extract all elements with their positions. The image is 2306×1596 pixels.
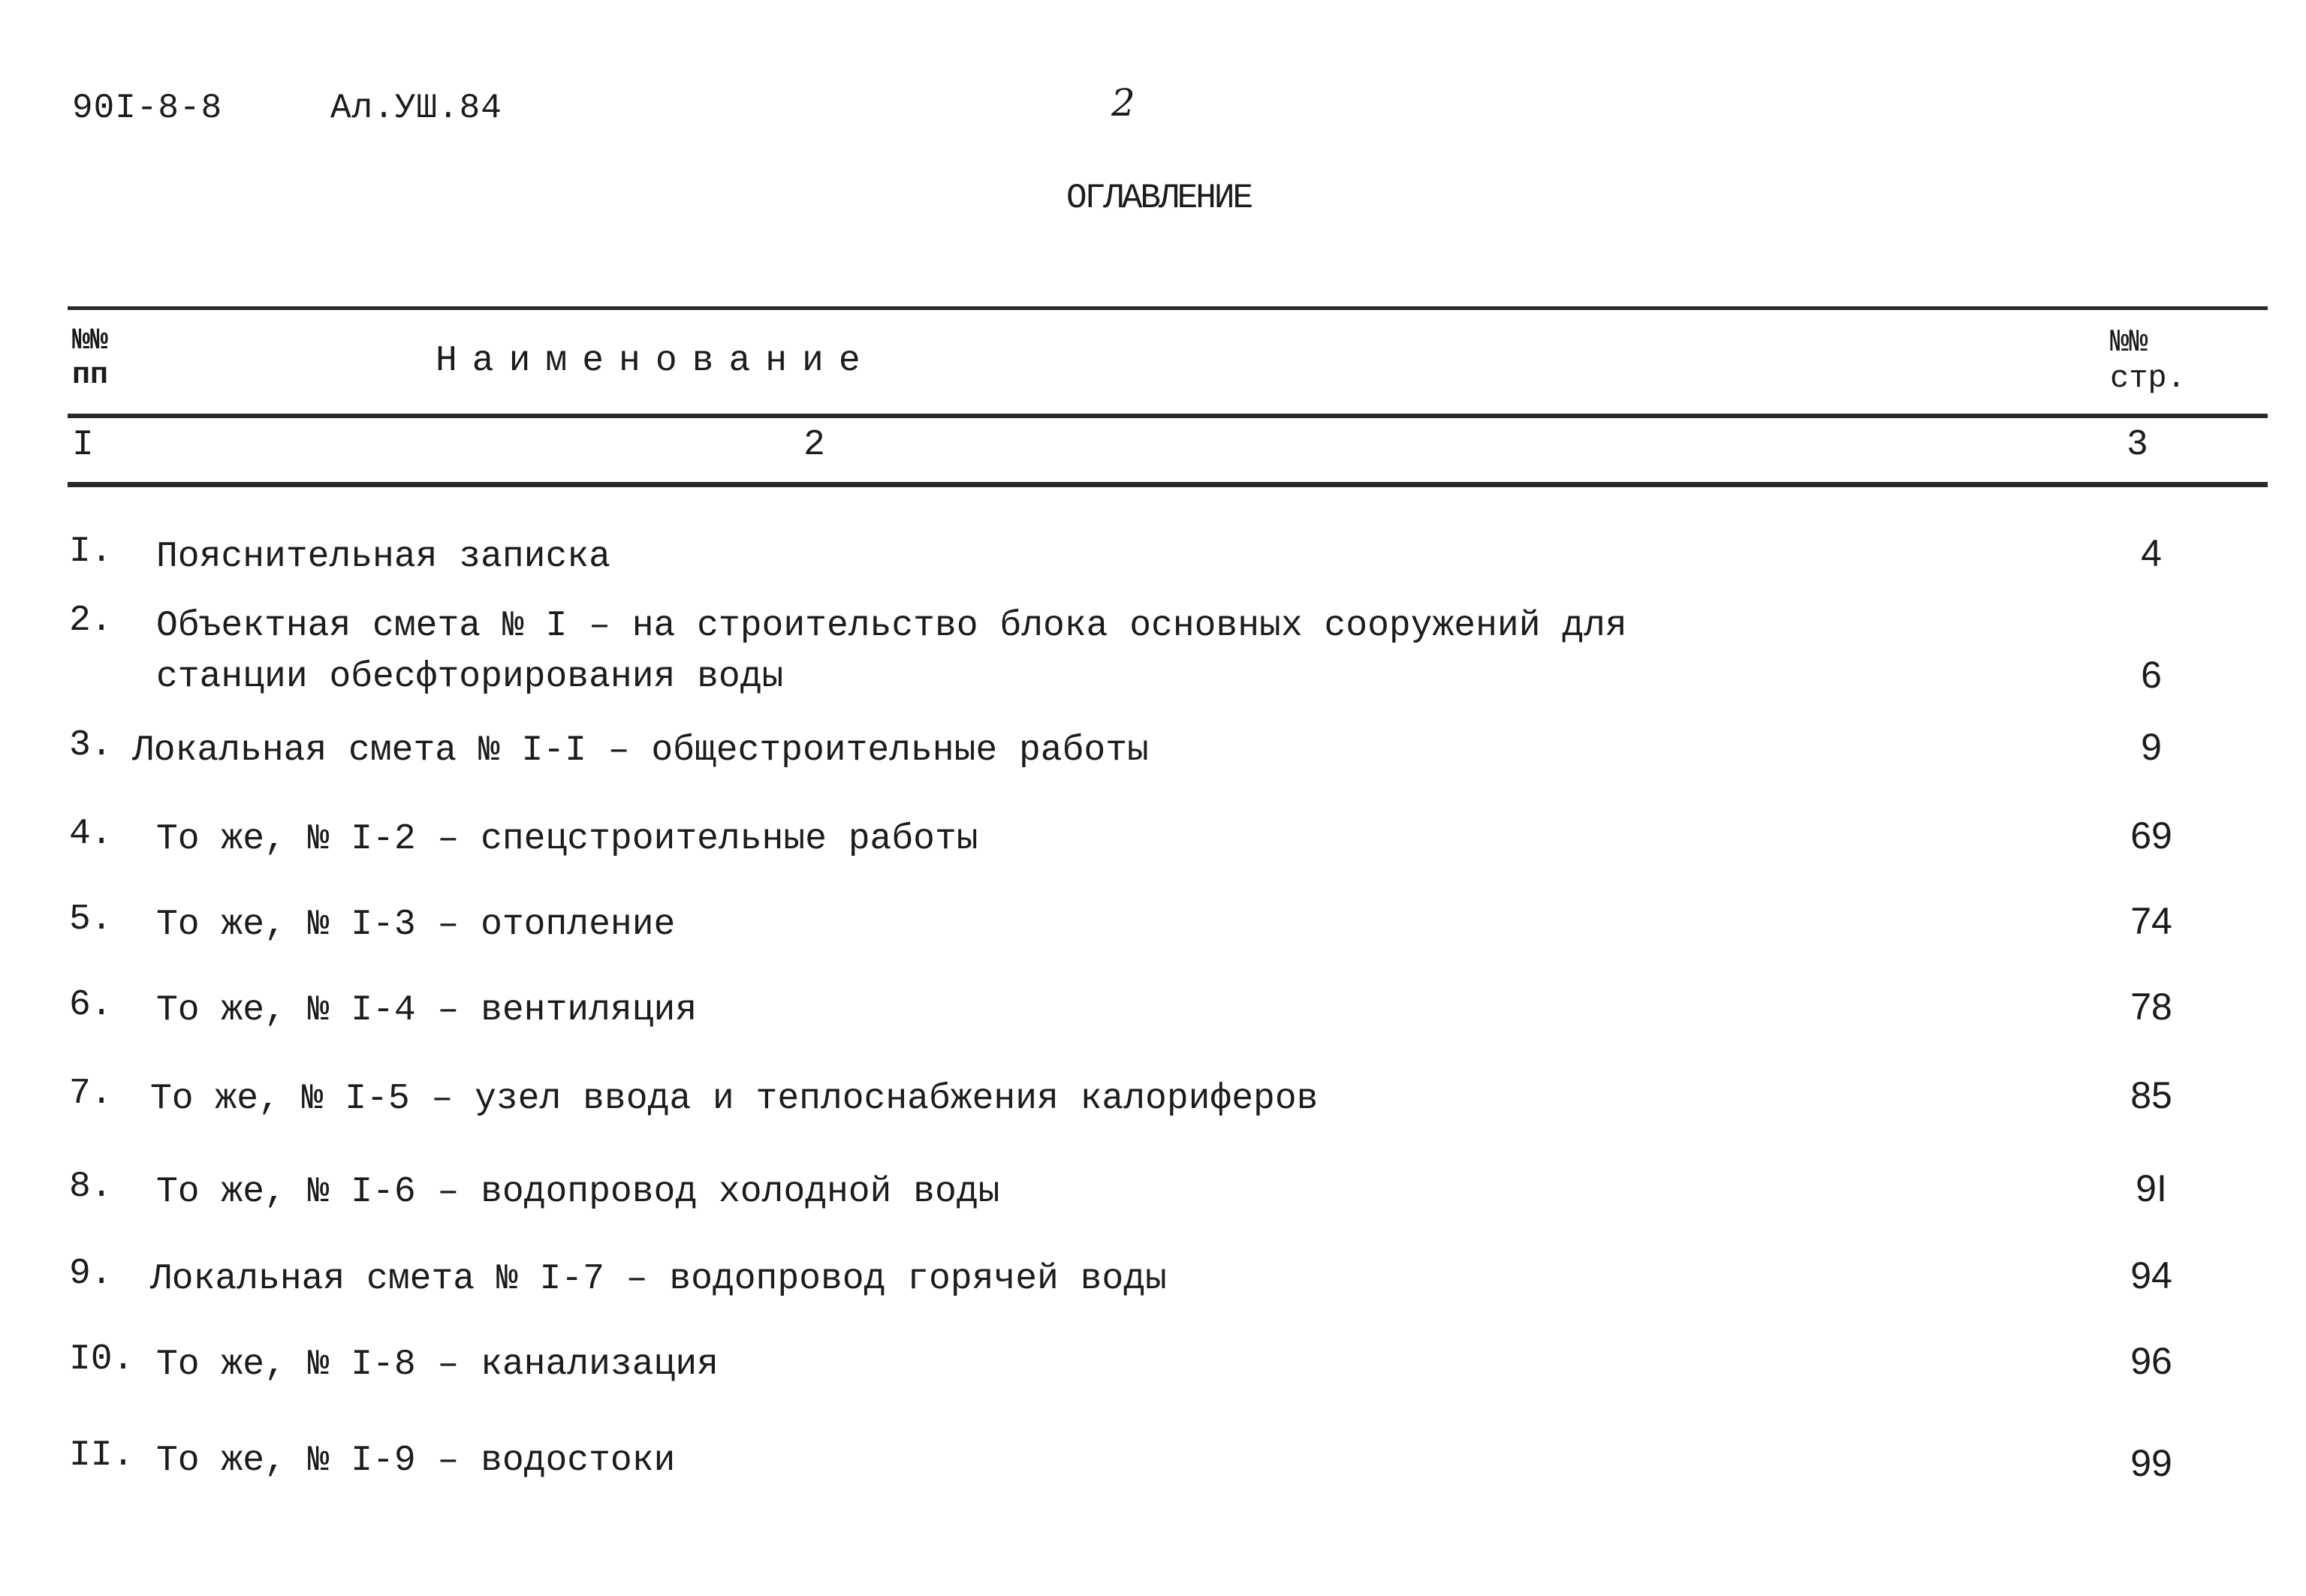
table-body-rule (68, 482, 2268, 487)
row-title: То же, № I-4 – вентиляция (156, 990, 698, 1031)
column-header-number-line1: №№ (72, 324, 109, 358)
row-title: То же, № I-9 – водостоки (156, 1441, 676, 1481)
row-number: 5. (69, 899, 113, 940)
row-number: I0. (69, 1339, 134, 1380)
row-page: 9I (2136, 1167, 2167, 1209)
column-index-2: 2 (803, 425, 825, 465)
column-index-3: 3 (2127, 425, 2148, 465)
row-title: Пояснительная записка (156, 537, 610, 577)
row-page: 96 (2130, 1340, 2172, 1382)
row-title: То же, № I-3 – отопление (156, 905, 676, 945)
row-title: То же, № I-5 – узел ввода и теплоснабжения калориферов (150, 1079, 1319, 1119)
row-number: 6. (69, 985, 113, 1025)
row-page: 69 (2130, 815, 2172, 857)
row-page: 78 (2130, 986, 2172, 1028)
album-code: Ал.УШ.84 (330, 89, 502, 128)
page-number: 2 (1111, 81, 1135, 125)
row-page: 6 (2141, 654, 2162, 696)
row-page: 74 (2130, 900, 2172, 942)
column-header-name: Наименование (436, 341, 876, 381)
column-header-page-line1: №№ (2110, 324, 2148, 360)
row-page: 85 (2130, 1074, 2172, 1116)
row-title: Локальная смета № I-I – общестроительные работы (132, 730, 1149, 771)
row-page: 99 (2130, 1442, 2172, 1484)
row-page: 4 (2141, 532, 2162, 574)
column-header-page (2110, 324, 2215, 396)
row-number: 8. (69, 1167, 113, 1207)
column-index-1: I (72, 425, 94, 465)
row-number: I. (69, 531, 113, 572)
row-page: 94 (2130, 1254, 2172, 1296)
row-number: II. (69, 1435, 134, 1476)
column-header-number-line2: пп (72, 359, 109, 393)
document-code: 90I-8-8 (72, 89, 223, 128)
row-number: 4. (69, 814, 113, 854)
row-number: 2. (69, 601, 113, 641)
column-header-page-line2: стр. (2110, 360, 2186, 396)
row-number: 3. (69, 725, 113, 766)
row-number: 9. (69, 1254, 113, 1294)
row-page: 9 (2141, 726, 2162, 768)
page-title: ОГЛАВЛЕНИЕ (1066, 179, 1252, 218)
row-number: 7. (69, 1074, 113, 1114)
row-title: То же, № I-8 – канализация (156, 1345, 719, 1385)
row-title: То же, № I-2 – спецстроительные работы (156, 819, 978, 860)
column-header-number (72, 324, 155, 393)
row-title: Объектная смета № I – на строительство блока основных сооружений для станции обесфторирования воды (156, 606, 1627, 697)
row-title: Локальная смета № I-7 – водопровод горячей воды (150, 1259, 1167, 1299)
row-title: То же, № I-6 – водопровод холодной воды (156, 1172, 1000, 1212)
table-header-rule (68, 414, 2268, 418)
table-top-rule (68, 306, 2268, 310)
